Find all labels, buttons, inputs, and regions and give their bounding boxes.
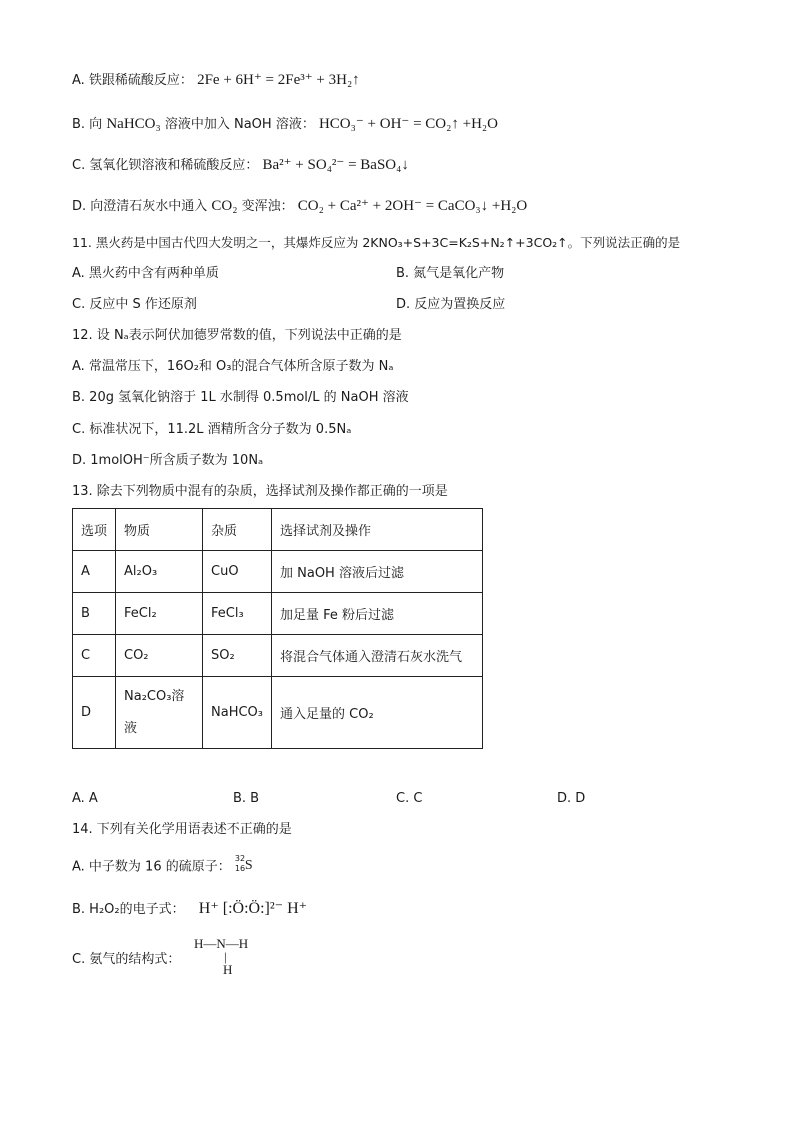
nuclide-mass-number: 32 <box>234 854 246 863</box>
q14-option-b-label: B. H₂O₂的电子式： <box>72 902 185 917</box>
q10-option-c-equation: Ba²⁺ + SO₄²⁻ = BaSO₄↓ <box>262 157 409 173</box>
q10-option-b-reagent: NaHCO₃ <box>106 116 161 132</box>
q13-answer-b: B. B <box>233 791 260 806</box>
nuclide-symbol: S <box>244 858 253 873</box>
q10-option-d-label-2: 变浑浊： <box>241 199 294 214</box>
q10-option-d-reagent: CO₂ <box>211 198 238 214</box>
table-cell: 通入足量的 CO₂ <box>272 677 483 749</box>
table-row <box>73 593 483 635</box>
q10-option-b-label-1: B. 向 <box>72 117 103 132</box>
nuclide-atomic-number: 16 <box>234 864 246 873</box>
table-cell: CO₂ <box>116 635 203 677</box>
q13-stem: 13. 除去下列物质中混有的杂质，选择试剂及操作都正确的一项是 <box>72 484 448 499</box>
table-header-cell: 选择试剂及操作 <box>272 509 483 551</box>
table-header-cell: 物质 <box>116 509 203 551</box>
q14-electron-formula: H⁺ [:Ö:Ö:]²⁻ H⁺ <box>198 900 308 917</box>
q10-option-b <box>72 114 498 135</box>
q13-answer-d: D. D <box>557 791 586 806</box>
q10-option-d-label-1: D. 向澄清石灰水中通入 <box>72 199 208 214</box>
structure-bond-vertical: | <box>224 949 227 964</box>
q13-table <box>72 508 483 749</box>
q10-option-a <box>72 70 360 91</box>
table-cell: NaHCO₃ <box>203 677 272 749</box>
q13-answer-a: A. A <box>72 791 98 806</box>
q10-option-d-equation: CO₂ + Ca²⁺ + 2OH⁻ = CaCO₃↓ +H₂O <box>297 198 528 214</box>
q14-nuclide <box>234 854 259 877</box>
q12-option-b: B. 20g 氢氧化钠溶于 1L 水制得 0.5mol/L 的 NaOH 溶液 <box>72 390 409 405</box>
q14-option-a <box>72 854 259 878</box>
q10-option-c <box>72 155 409 176</box>
table-row <box>73 635 483 677</box>
table-cell: B <box>73 593 116 635</box>
q14-option-a-label: A. 中子数为 16 的硫原子： <box>72 859 231 875</box>
table-cell: 将混合气体通入澄清石灰水洗气 <box>272 635 483 677</box>
q11-option-b: B. 氮气是氧化产物 <box>396 266 505 281</box>
q14-option-c-label: C. 氨气的结构式： <box>72 952 181 967</box>
table-cell: FeCl₃ <box>203 593 272 635</box>
q14-option-c <box>72 950 180 970</box>
structure-bottom-row: H <box>223 962 233 977</box>
table-cell: C <box>73 635 116 677</box>
table-cell: 加足量 Fe 粉后过滤 <box>272 593 483 635</box>
q14-stem: 14. 下列有关化学用语表述不正确的是 <box>72 822 292 837</box>
q10-option-c-label: C. 氢氧化钡溶液和稀硫酸反应： <box>72 158 259 173</box>
table-header-row <box>73 509 483 551</box>
q10-option-a-equation: 2Fe + 6H⁺ = 2Fe³⁺ + 3H₂↑ <box>197 72 360 88</box>
table-cell: SO₂ <box>203 635 272 677</box>
q10-option-b-equation: HCO₃⁻ + OH⁻ = CO₂↑ +H₂O <box>318 116 498 132</box>
q11-stem: 11. 黑火药是中国古代四大发明之一，其爆炸反应为 2KNO₃+S+3C=K₂S+N₂↑+3CO₂↑。下列说法正确的是 <box>72 235 681 250</box>
q12-stem: 12. 设 Nₐ表示阿伏加德罗常数的值，下列说法中正确的是 <box>72 328 402 343</box>
table-cell: 加 NaOH 溶液后过滤 <box>272 551 483 593</box>
table-cell: Al₂O₃ <box>116 551 203 593</box>
q10-option-a-label: A. 铁跟稀硫酸反应： <box>72 73 193 88</box>
q12-option-a: A. 常温常压下，16O₂和 O₃的混合气体所含原子数为 Nₐ <box>72 359 394 374</box>
table-cell: D <box>73 677 116 749</box>
q10-option-d <box>72 196 527 217</box>
table-cell: A <box>73 551 116 593</box>
table-cell: Na₂CO₃溶液 <box>116 677 203 749</box>
table-row <box>73 551 483 593</box>
q14-option-b <box>72 899 307 920</box>
q12-option-c: C. 标准状况下，11.2L 酒精所含分子数为 0.5Nₐ <box>72 422 352 437</box>
table-header-cell: 选项 <box>73 509 116 551</box>
structure-top-row: H—N—H <box>194 936 249 951</box>
q12-option-d: D. 1molOH⁻所含质子数为 10Nₐ <box>72 453 264 468</box>
q13-answer-c: C. C <box>396 791 423 806</box>
table-cell: CuO <box>203 551 272 593</box>
q11-option-d: D. 反应为置换反应 <box>396 297 506 312</box>
table-header-cell: 杂质 <box>203 509 272 551</box>
table-row <box>73 677 483 749</box>
q14-structural-formula <box>194 936 248 978</box>
table-cell: FeCl₂ <box>116 593 203 635</box>
q11-option-a: A. 黑火药中含有两种单质 <box>72 266 219 281</box>
q10-option-b-label-2: 溶液中加入 NaOH 溶液： <box>164 117 315 132</box>
q11-option-c: C. 反应中 S 作还原剂 <box>72 297 197 312</box>
